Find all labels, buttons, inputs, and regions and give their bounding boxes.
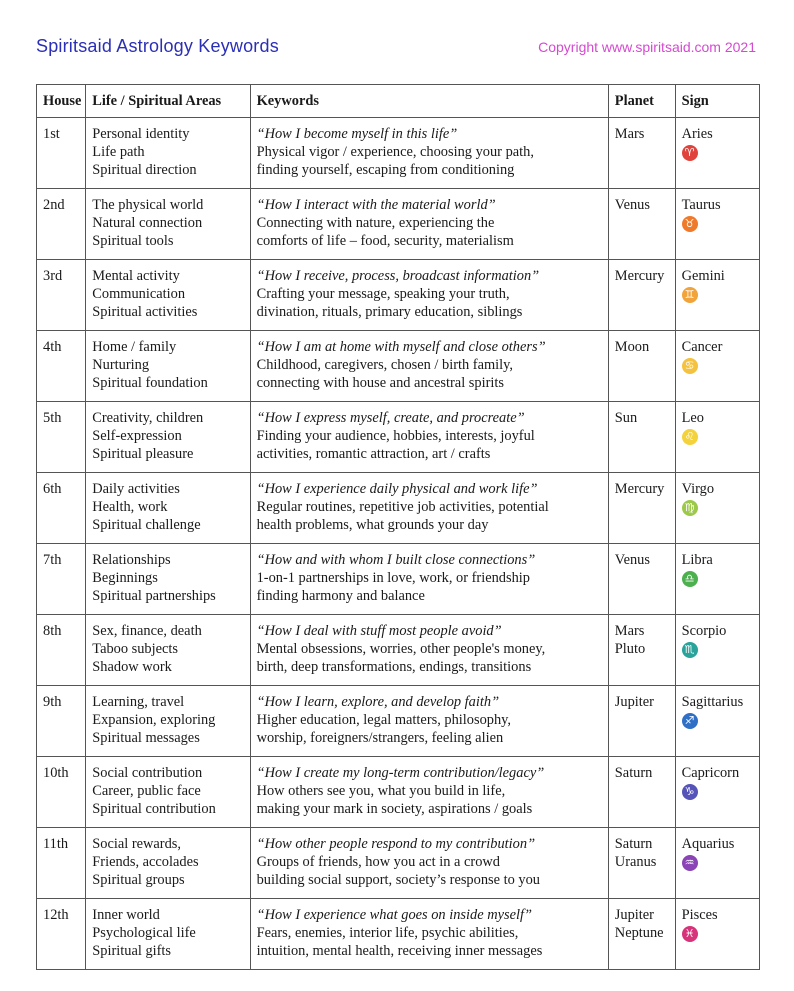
keywords-cell — [250, 189, 608, 260]
house-cell: 12th — [37, 899, 86, 970]
keyword-quote: “How I interact with the material world” — [256, 197, 496, 213]
keyword-line: making your mark in society, aspirations / goals — [256, 801, 533, 817]
area-line: Learning, travel — [92, 694, 185, 710]
keywords-cell — [250, 828, 608, 899]
table-row — [37, 757, 760, 828]
table-row — [37, 331, 760, 402]
table-row — [37, 544, 760, 615]
planet-cell — [608, 260, 675, 331]
table-body — [37, 118, 760, 970]
zodiac-taurus-icon: ♉ — [682, 216, 698, 232]
zodiac-capricorn-icon: ♑ — [682, 784, 698, 800]
keyword-quote: “How I experience what goes on inside myself” — [256, 907, 532, 923]
keyword-quote: “How I express myself, create, and procreate” — [256, 410, 525, 426]
sign-cell — [675, 686, 759, 757]
keyword-line: Groups of friends, how you act in a crowd — [256, 854, 500, 870]
keyword-line: activities, romantic attraction, art / crafts — [256, 446, 491, 462]
keyword-line: health problems, what grounds your day — [256, 517, 489, 533]
keyword-line: Physical vigor / experience, choosing your path, — [256, 144, 534, 160]
sign-name: Taurus — [681, 197, 721, 213]
zodiac-scorpio-icon: ♏ — [682, 642, 698, 658]
areas-cell — [86, 828, 250, 899]
area-line: Spiritual direction — [92, 162, 197, 178]
area-line: Spiritual foundation — [92, 375, 208, 391]
header-areas: Life / Spiritual Areas — [86, 85, 250, 118]
house-cell: 9th — [37, 686, 86, 757]
area-line: Social contribution — [92, 765, 203, 781]
keyword-quote: “How I experience daily physical and work life” — [256, 481, 538, 497]
keyword-line: birth, deep transformations, endings, transitions — [256, 659, 532, 675]
planet-name: Mercury — [614, 481, 665, 497]
house-cell: 4th — [37, 331, 86, 402]
keywords-cell — [250, 686, 608, 757]
keywords-cell — [250, 615, 608, 686]
house-cell: 2nd — [37, 189, 86, 260]
zodiac-aquarius-icon: ♒ — [682, 855, 698, 871]
page-title: Spiritsaid Astrology Keywords — [36, 36, 279, 56]
area-line: Spiritual contribution — [92, 801, 216, 817]
area-line: Spiritual challenge — [92, 517, 201, 533]
area-line: Life path — [92, 144, 145, 160]
table-row — [37, 828, 760, 899]
house-cell: 6th — [37, 473, 86, 544]
sign-name: Cancer — [681, 339, 723, 355]
planet-cell — [608, 686, 675, 757]
house-cell: 11th — [37, 828, 86, 899]
planet-name: Sun — [614, 410, 638, 426]
keywords-cell — [250, 402, 608, 473]
planet-cell — [608, 828, 675, 899]
area-line: The physical world — [92, 197, 204, 213]
area-line: Mental activity — [92, 268, 180, 284]
area-line: Communication — [92, 286, 186, 302]
planet-name: Mercury — [614, 268, 665, 284]
keywords-cell — [250, 118, 608, 189]
planet-name: Mars — [614, 623, 645, 639]
planet-name: Uranus — [614, 854, 657, 870]
areas-cell — [86, 331, 250, 402]
keyword-line: building social support, society’s response to you — [256, 872, 540, 888]
planet-cell — [608, 899, 675, 970]
planet-cell — [608, 757, 675, 828]
keyword-line: Connecting with nature, experiencing the — [256, 215, 495, 231]
sign-cell — [675, 331, 759, 402]
table-header-row — [37, 85, 760, 118]
areas-cell — [86, 118, 250, 189]
sign-cell — [675, 757, 759, 828]
area-line: Taboo subjects — [92, 641, 178, 657]
table-row — [37, 686, 760, 757]
area-line: Beginnings — [92, 570, 158, 586]
keyword-line: finding yourself, escaping from conditioning — [256, 162, 515, 178]
house-cell: 10th — [37, 757, 86, 828]
areas-cell — [86, 544, 250, 615]
table-row — [37, 189, 760, 260]
areas-cell — [86, 757, 250, 828]
header-house: House — [37, 85, 86, 118]
planet-name: Mars — [614, 126, 645, 142]
planet-cell — [608, 544, 675, 615]
planet-name: Jupiter — [614, 907, 654, 923]
keyword-quote: “How I create my long-term contribution/legacy” — [256, 765, 545, 781]
zodiac-leo-icon: ♌ — [682, 429, 698, 445]
area-line: Natural connection — [92, 215, 203, 231]
keyword-line: intuition, mental health, receiving inner messages — [256, 943, 543, 959]
area-line: Psychological life — [92, 925, 196, 941]
sign-name: Aquarius — [681, 836, 735, 852]
header-keywords: Keywords — [250, 85, 608, 118]
house-cell: 7th — [37, 544, 86, 615]
area-line: Spiritual messages — [92, 730, 200, 746]
header-planet: Planet — [608, 85, 675, 118]
table-row — [37, 899, 760, 970]
area-line: Health, work — [92, 499, 168, 515]
sign-name: Scorpio — [681, 623, 727, 639]
copyright-notice: Copyright www.spiritsaid.com 2021 — [538, 39, 756, 55]
keyword-line: divination, rituals, primary education, siblings — [256, 304, 523, 320]
sign-name: Gemini — [681, 268, 725, 284]
keyword-line: Higher education, legal matters, philosophy, — [256, 712, 512, 728]
area-line: Spiritual activities — [92, 304, 198, 320]
areas-cell — [86, 686, 250, 757]
keyword-quote: “How and with whom I built close connections” — [256, 552, 536, 568]
keyword-quote: “How I deal with stuff most people avoid” — [256, 623, 502, 639]
sign-cell — [675, 473, 759, 544]
table-row — [37, 402, 760, 473]
planet-name: Saturn — [614, 765, 653, 781]
area-line: Shadow work — [92, 659, 172, 675]
zodiac-libra-icon: ♎ — [682, 571, 698, 587]
planet-cell — [608, 118, 675, 189]
sign-cell — [675, 615, 759, 686]
area-line: Spiritual tools — [92, 233, 174, 249]
area-line: Creativity, children — [92, 410, 204, 426]
planet-name: Pluto — [614, 641, 646, 657]
area-line: Spiritual partnerships — [92, 588, 216, 604]
sign-name: Capricorn — [681, 765, 740, 781]
keyword-quote: “How other people respond to my contribution” — [256, 836, 536, 852]
house-cell: 3rd — [37, 260, 86, 331]
keywords-cell — [250, 331, 608, 402]
keyword-line: finding harmony and balance — [256, 588, 425, 604]
house-cell: 8th — [37, 615, 86, 686]
planet-cell — [608, 331, 675, 402]
area-line: Self-expression — [92, 428, 182, 444]
keyword-line: comforts of life – food, security, materialism — [256, 233, 514, 249]
keywords-cell — [250, 473, 608, 544]
area-line: Spiritual groups — [92, 872, 185, 888]
planet-cell — [608, 189, 675, 260]
sign-cell — [675, 189, 759, 260]
keyword-quote: “How I become myself in this life” — [256, 126, 458, 142]
area-line: Career, public face — [92, 783, 201, 799]
keyword-quote: “How I am at home with myself and close others” — [256, 339, 546, 355]
keyword-line: Finding your audience, hobbies, interests, joyful — [256, 428, 535, 444]
keyword-line: Crafting your message, speaking your truth, — [256, 286, 510, 302]
sign-name: Sagittarius — [681, 694, 744, 710]
planet-name: Venus — [614, 197, 650, 213]
sign-cell — [675, 402, 759, 473]
area-line: Expansion, exploring — [92, 712, 216, 728]
areas-cell — [86, 899, 250, 970]
sign-name: Leo — [681, 410, 704, 426]
keywords-cell — [250, 899, 608, 970]
keyword-line: worship, foreigners/strangers, feeling alien — [256, 730, 504, 746]
area-line: Inner world — [92, 907, 160, 923]
keyword-line: Childhood, caregivers, chosen / birth family, — [256, 357, 514, 373]
keyword-quote: “How I receive, process, broadcast information” — [256, 268, 540, 284]
areas-cell — [86, 615, 250, 686]
sign-name: Aries — [681, 126, 713, 142]
planet-name: Saturn — [614, 836, 653, 852]
zodiac-pisces-icon: ♓ — [682, 926, 698, 942]
zodiac-aries-icon: ♈ — [682, 145, 698, 161]
sign-name: Libra — [681, 552, 713, 568]
area-line: Daily activities — [92, 481, 180, 497]
area-line: Nurturing — [92, 357, 150, 373]
area-line: Spiritual gifts — [92, 943, 172, 959]
area-line: Social rewards, — [92, 836, 181, 852]
areas-cell — [86, 189, 250, 260]
astrology-keywords-table — [36, 84, 760, 970]
planet-cell — [608, 402, 675, 473]
area-line: Relationships — [92, 552, 171, 568]
house-cell: 5th — [37, 402, 86, 473]
keyword-line: connecting with house and ancestral spirits — [256, 375, 504, 391]
table-row — [37, 473, 760, 544]
keyword-line: Regular routines, repetitive job activities, potential — [256, 499, 549, 515]
areas-cell — [86, 260, 250, 331]
table-row — [37, 615, 760, 686]
planet-name: Moon — [614, 339, 650, 355]
keyword-line: How others see you, what you build in life, — [256, 783, 506, 799]
sign-name: Virgo — [681, 481, 715, 497]
area-line: Spiritual pleasure — [92, 446, 194, 462]
sign-cell — [675, 828, 759, 899]
keyword-line: 1-on-1 partnerships in love, work, or friendship — [256, 570, 530, 586]
areas-cell — [86, 473, 250, 544]
zodiac-gemini-icon: ♊ — [682, 287, 698, 303]
areas-cell — [86, 402, 250, 473]
area-line: Home / family — [92, 339, 177, 355]
sign-name: Pisces — [681, 907, 718, 923]
sign-cell — [675, 899, 759, 970]
planet-name: Neptune — [614, 925, 664, 941]
keywords-cell — [250, 544, 608, 615]
area-line: Friends, accolades — [92, 854, 199, 870]
keyword-quote: “How I learn, explore, and develop faith” — [256, 694, 500, 710]
house-cell: 1st — [37, 118, 86, 189]
header-sign: Sign — [675, 85, 759, 118]
keyword-line: Fears, enemies, interior life, psychic abilities, — [256, 925, 519, 941]
keyword-line: Mental obsessions, worries, other people's money, — [256, 641, 546, 657]
keywords-cell — [250, 757, 608, 828]
area-line: Sex, finance, death — [92, 623, 202, 639]
zodiac-cancer-icon: ♋ — [682, 358, 698, 374]
sign-cell — [675, 260, 759, 331]
zodiac-virgo-icon: ♍ — [682, 500, 698, 516]
table-row — [37, 118, 760, 189]
zodiac-sagittarius-icon: ♐ — [682, 713, 698, 729]
planet-name: Jupiter — [614, 694, 654, 710]
sign-cell — [675, 118, 759, 189]
planet-cell — [608, 473, 675, 544]
keywords-cell — [250, 260, 608, 331]
planet-cell — [608, 615, 675, 686]
sign-cell — [675, 544, 759, 615]
table-row — [37, 260, 760, 331]
planet-name: Venus — [614, 552, 650, 568]
area-line: Personal identity — [92, 126, 190, 142]
